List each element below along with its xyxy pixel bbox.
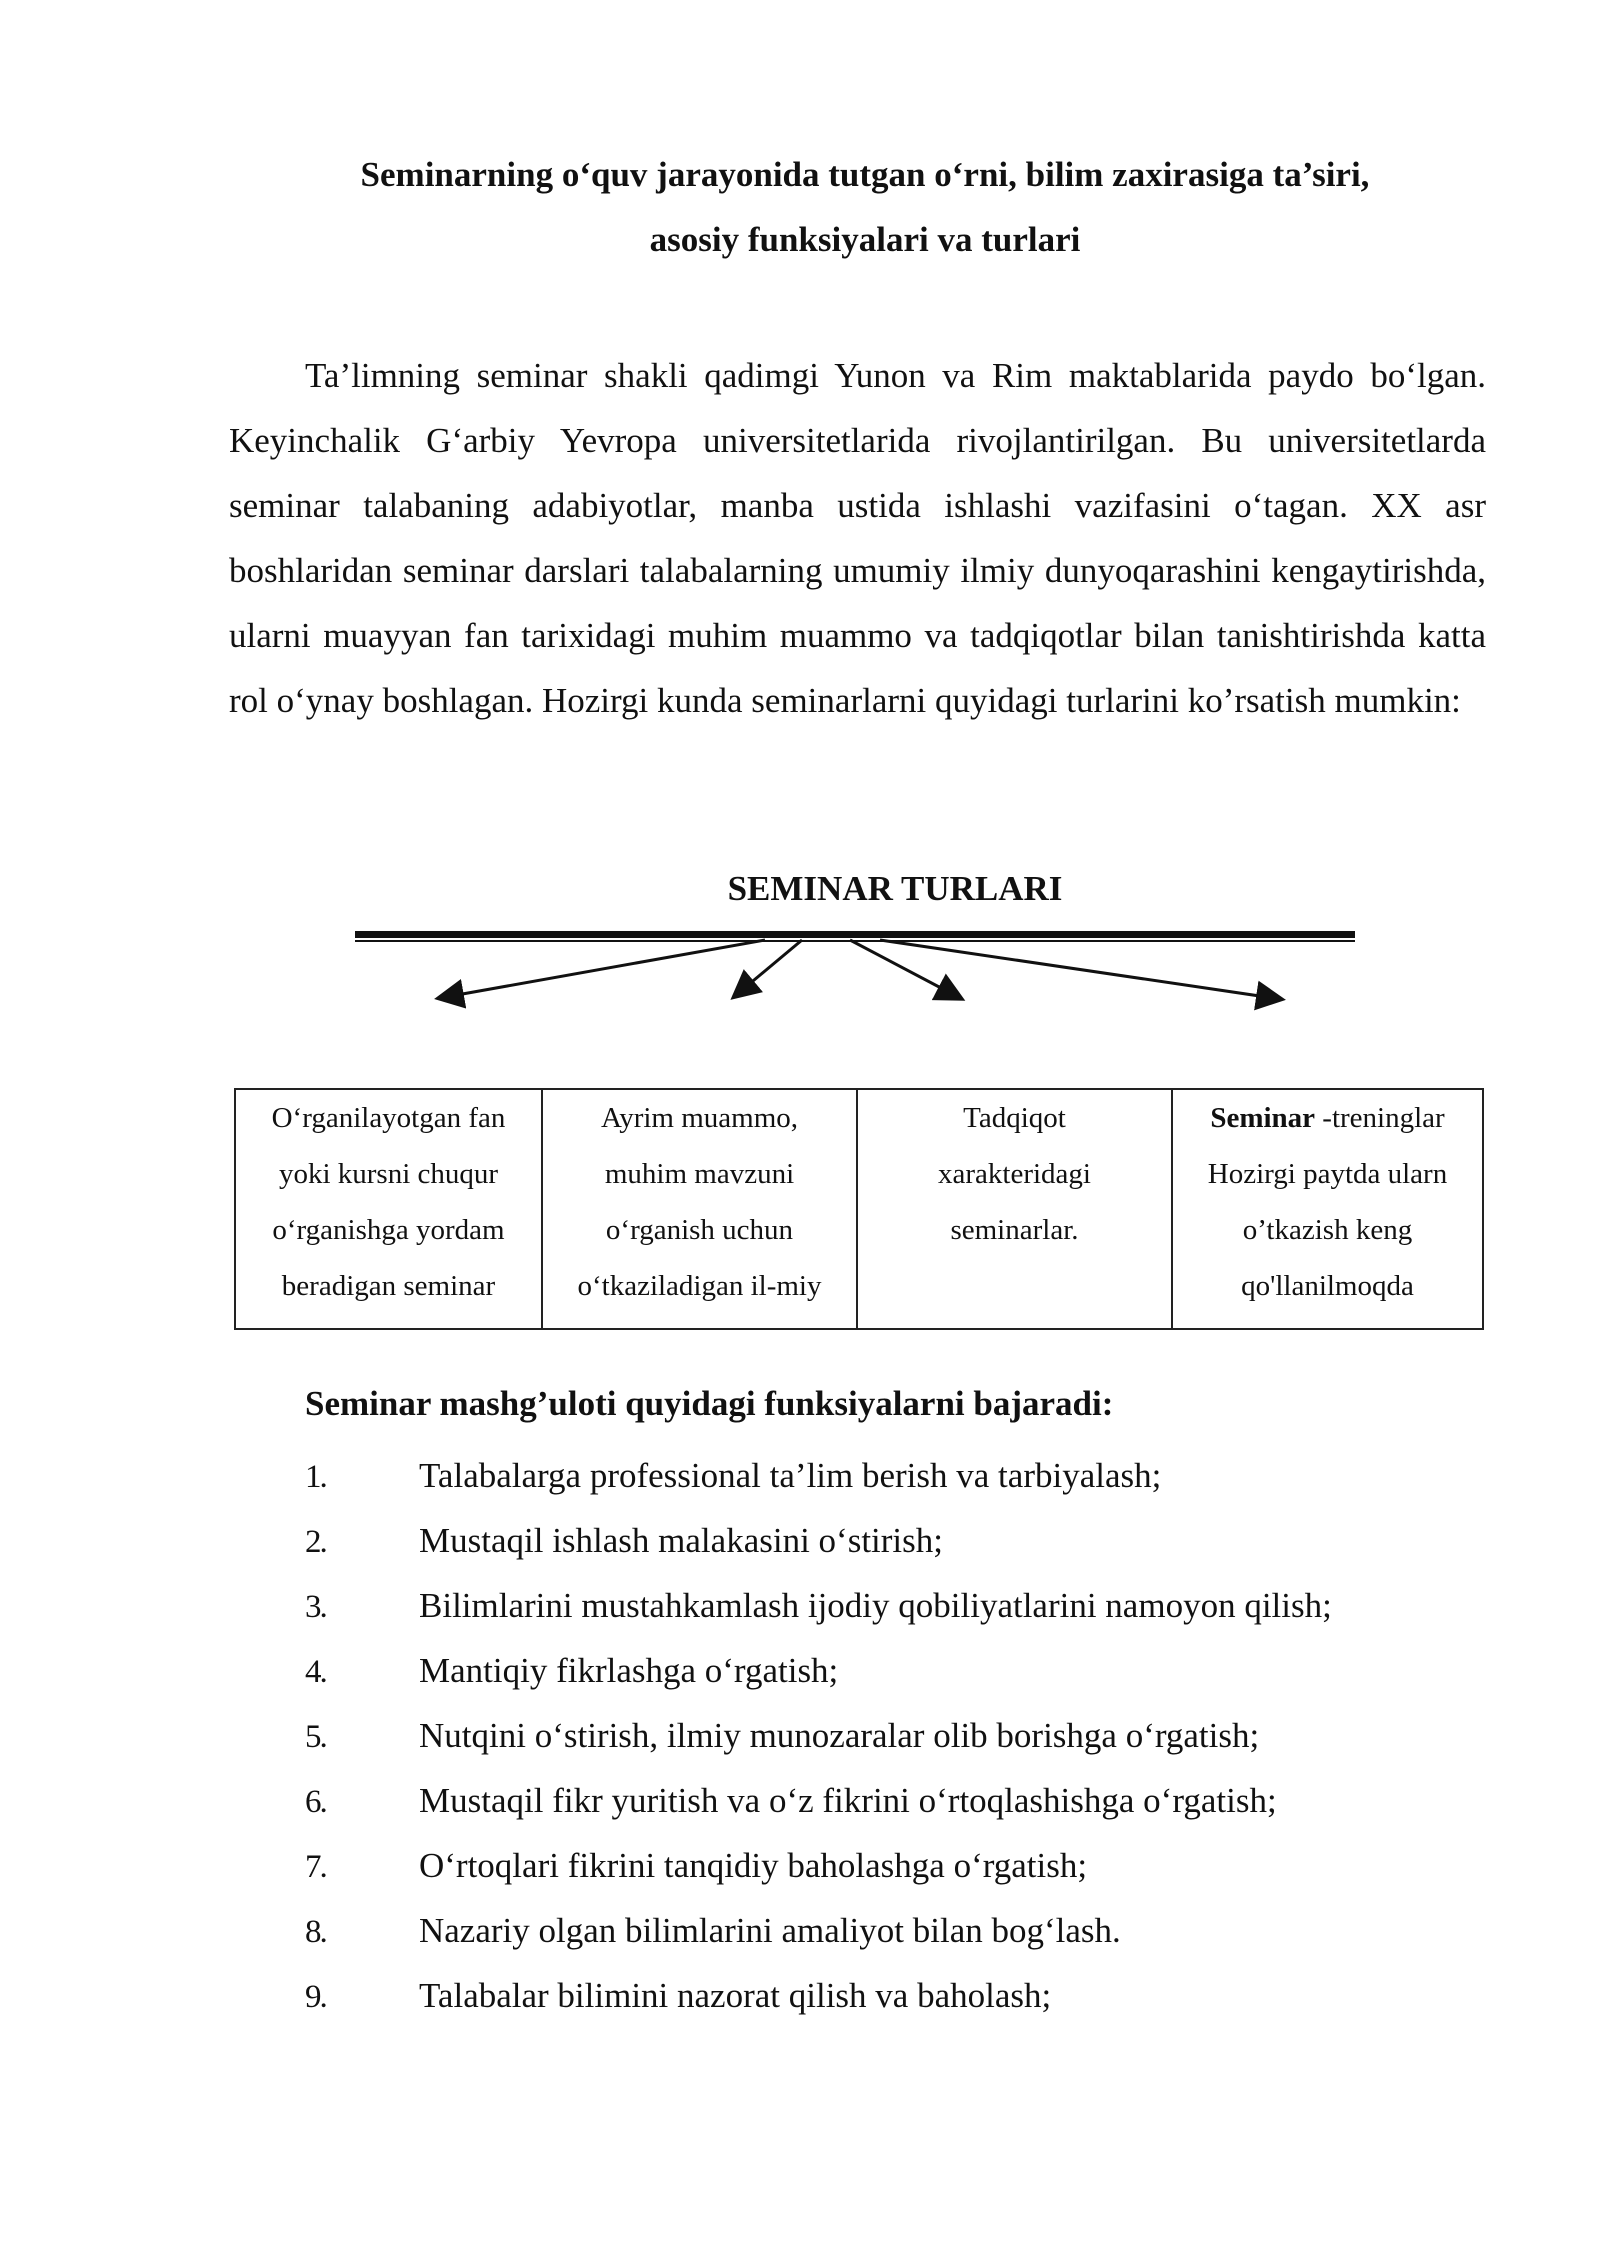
list-text: Mantiqiy fikrlashga o‘rgatish;: [419, 1651, 839, 1690]
diagram-connector-arrows: [340, 920, 1370, 1020]
cell-line: o’tkazish keng: [1242, 1214, 1413, 1246]
list-number: 9.: [305, 1979, 326, 2015]
list-text: O‘rtoqlari fikrini tanqidiy baholashga o‘rgatish;: [419, 1846, 1088, 1885]
list-item: [305, 1638, 1505, 1703]
arrow-4: [880, 940, 1280, 999]
list-item: [305, 1508, 1505, 1573]
diagram-bar: [355, 931, 1355, 938]
list-text: Bilimlarini mustahkamlash ijodiy qobiliyatlarini namoyon qilish;: [419, 1586, 1332, 1625]
functions-heading: Seminar mashg’uloti quyidagi funksiyalarni bajaradi:: [305, 1384, 1114, 1423]
cell-bold-prefix: Seminar: [1210, 1102, 1316, 1134]
seminar-types-table: [234, 1088, 1484, 1330]
list-number: 2.: [305, 1524, 326, 1560]
cell-line: xarakteridagi: [938, 1158, 1091, 1190]
cell-line: seminarlar.: [950, 1214, 1079, 1246]
list-text: Talabalarga professional ta’lim berish va tarbiyalash;: [419, 1456, 1162, 1495]
list-number: 4.: [305, 1654, 326, 1690]
list-text: Nutqini o‘stirish, ilmiy munozaralar olib borishga o‘rgatish;: [419, 1716, 1260, 1755]
cell-line: qo'llanilmoqda: [1241, 1270, 1414, 1302]
cell-line: muhim mavzuni: [604, 1158, 795, 1190]
list-item: [305, 1963, 1505, 2028]
seminar-type-cell-1: [235, 1089, 542, 1329]
cell-line: Hozirgi paytda ularn: [1207, 1158, 1448, 1190]
arrow-1: [440, 940, 765, 998]
table-row: [235, 1089, 1483, 1329]
list-number: 3.: [305, 1589, 326, 1625]
list-item: [305, 1898, 1505, 1963]
list-item: [305, 1833, 1505, 1898]
seminar-type-cell-2: [542, 1089, 857, 1329]
cell-line: O‘rganilayotgan fan: [271, 1102, 506, 1134]
list-number: 8.: [305, 1914, 326, 1950]
seminar-type-cell-4: [1172, 1089, 1483, 1329]
list-text: Talabalar bilimini nazorat qilish va baholash;: [419, 1976, 1052, 2015]
cell-line: beradigan seminar: [281, 1270, 496, 1302]
list-number: 5.: [305, 1719, 326, 1755]
cell-line: o‘rganishga yordam: [272, 1214, 505, 1246]
list-text: Nazariy olgan bilimlarini amaliyot bilan bog‘lash.: [419, 1911, 1121, 1950]
document-title-line-1: Seminarning o‘quv jarayonida tutgan o‘rni, bilim zaxirasiga ta’siri,: [360, 155, 1370, 194]
seminar-type-cell-3: [857, 1089, 1172, 1329]
list-text: Mustaqil fikr yuritish va o‘z fikrini o‘rtoqlashishga o‘rgatish;: [419, 1781, 1277, 1820]
list-text: Mustaqil ishlash malakasini o‘stirish;: [419, 1521, 943, 1560]
cell-line: Tadqiqot: [963, 1102, 1066, 1134]
cell-line: o‘tkaziladigan il-miy: [577, 1270, 822, 1302]
list-number: 1.: [305, 1459, 326, 1495]
list-item: [305, 1573, 1505, 1638]
list-item: [305, 1703, 1505, 1768]
functions-list: [305, 1443, 1505, 2028]
diagram-title: SEMINAR TURLARI: [727, 869, 1063, 908]
list-item: [305, 1443, 1505, 1508]
list-item: [305, 1768, 1505, 1833]
cell-line: Ayrim muammo,: [600, 1102, 799, 1134]
document-title-line-2: asosiy funksiyalari va turlari: [649, 220, 1081, 259]
intro-paragraph: Ta’limning seminar shakli qadimgi Yunon va Rim maktablarida paydo bo‘lgan. Keyinchalik G‘arbiy Yevropa universitetlarida rivojlantirilgan. Bu universitetlarda seminar talabaning adabiyotlar, manba ustida ishlashi vazifasini o‘tagan. XX asr boshlaridan seminar darslari talabalarning umumiy ilmiy dunyoqarashini kengaytirishda, ularni muayyan fan tarixidagi muhim muammo va tadqiqotlar bilan tanishtirishda katta rol o‘ynay boshlagan. Hozirgi kunda seminarlarni quyidagi turlarini ko’rsatish mumkin:: [229, 356, 1486, 720]
list-number: 6.: [305, 1784, 326, 1820]
cell-line: o‘rganish uchun: [605, 1214, 794, 1246]
list-number: 7.: [305, 1849, 326, 1885]
cell-line: -treninglar: [1315, 1102, 1445, 1134]
cell-line: yoki kursni chuqur: [278, 1158, 499, 1190]
arrow-2: [735, 940, 802, 996]
